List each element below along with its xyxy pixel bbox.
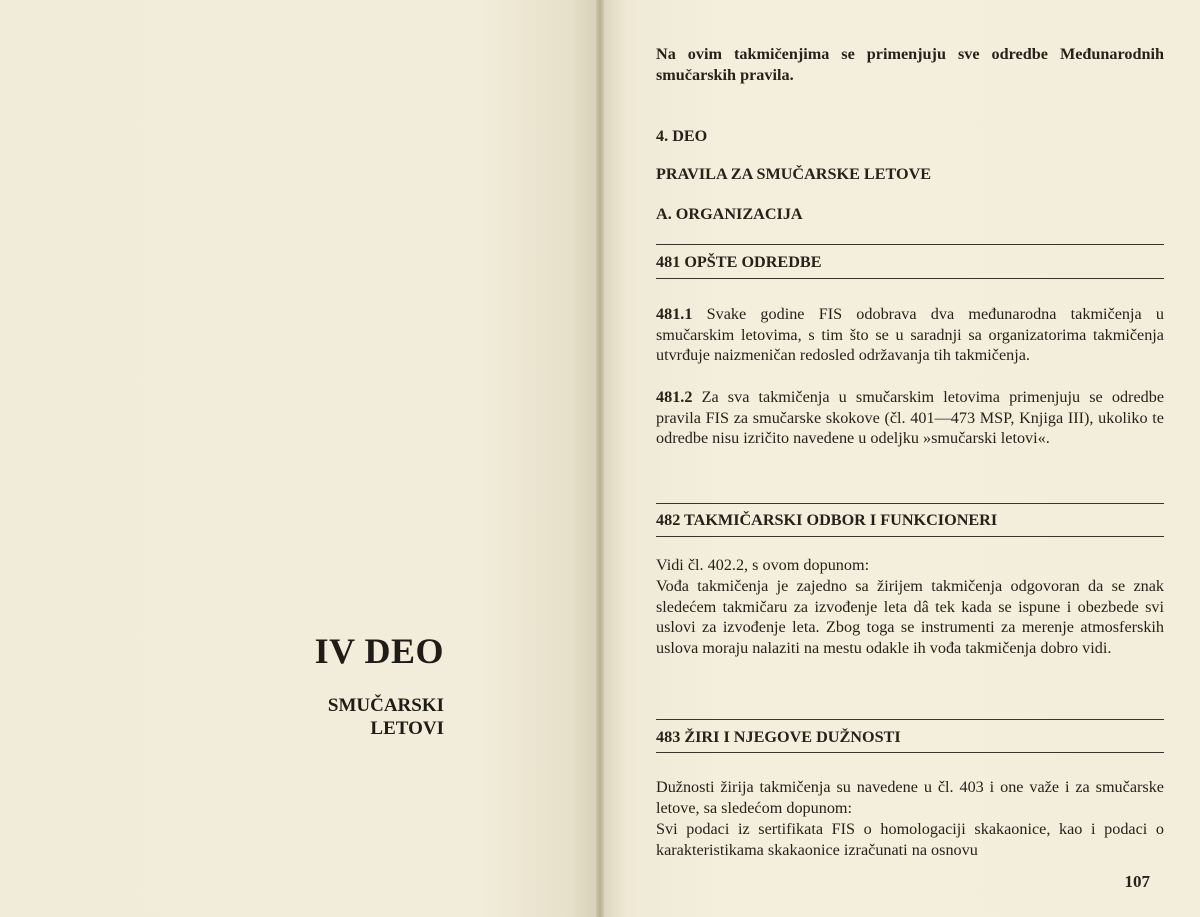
part-subtitle-line: LETOVI (370, 718, 444, 739)
part-subtitle (328, 694, 444, 740)
page-number: 107 (1124, 872, 1150, 891)
left-page (0, 0, 596, 917)
page-content (656, 44, 1165, 859)
part-label: 4. DEO (656, 127, 708, 145)
right-page (604, 0, 1200, 917)
paragraph-481-2 (656, 387, 1164, 449)
paragraph-483-intro: Dužnosti žirija takmičenja su navedene u čl. 403 i one važe i za smučarske letove, sa sledećom dopunom: (656, 778, 1164, 817)
book-gutter (596, 0, 604, 917)
intro-paragraph: Na ovim takmičenjima se primenjuju sve odredbe Međunarodnih smučarskih pravila. (656, 45, 1164, 84)
paragraph-482-body: Vođa takmičenja je zajedno sa žirijem takmičenja odgovoran da se znak sledećem takmičaru za izvođenje leta dâ tek kada se ispune i obezbede svi uslovi za izvođenje leta. Zbog toga se instrumenti za merenje atmosferskih uslova moraju nalaziti na mestu odakle ih vođa takmičenja dobro vidi. (656, 577, 1164, 657)
paragraph-481-1 (656, 304, 1164, 366)
paragraph-text: Svake godine FIS odobrava dva međunarodna takmičenja u smučarskim letovima, s tim što se u saradnji sa organizatorima takmičenja utvrđuje naizmeničan redosled održavanja tih takmičenja. (656, 305, 1164, 365)
article-heading-481: 481 OPŠTE ODREDBE (656, 253, 822, 271)
paragraph-text: Za sva takmičenja u smučarskim letovima primenjuju se odredbe pravila FIS za smučarske skokove (čl. 401—473 MSP, Knjiga III), ukoliko te odredbe nisu izričito navedene u odeljku »smučarski letovi«. (656, 388, 1165, 448)
paragraph-483-body: Svi podaci iz sertifikata FIS o homologaciji skakaonice, kao i podaci o karakteristikama skakaonice izračunati na osnovu (656, 820, 1164, 859)
rule-bottom (656, 752, 1164, 753)
part-subtitle-line: SMUČARSKI (327, 695, 444, 716)
rule-top (656, 719, 1164, 720)
part-heading: PRAVILA ZA SMUČARSKE LETOVE (656, 165, 932, 183)
paragraph-number: 481.2 (656, 388, 693, 406)
article-heading-483: 483 ŽIRI I NJEGOVE DUŽNOSTI (656, 728, 901, 746)
rule-bottom (656, 278, 1164, 279)
paragraph-number: 481.1 (656, 305, 693, 323)
section-heading: A. ORGANIZACIJA (656, 205, 803, 223)
rule-bottom (656, 536, 1164, 537)
rule-top (656, 244, 1164, 245)
article-heading-482: 482 TAKMIČARSKI ODBOR I FUNKCIONERI (656, 511, 998, 529)
rule-top (656, 503, 1164, 504)
part-title: IV DEO (314, 631, 444, 671)
paragraph-482-intro: Vidi čl. 402.2, s ovom dopunom: (656, 556, 870, 574)
